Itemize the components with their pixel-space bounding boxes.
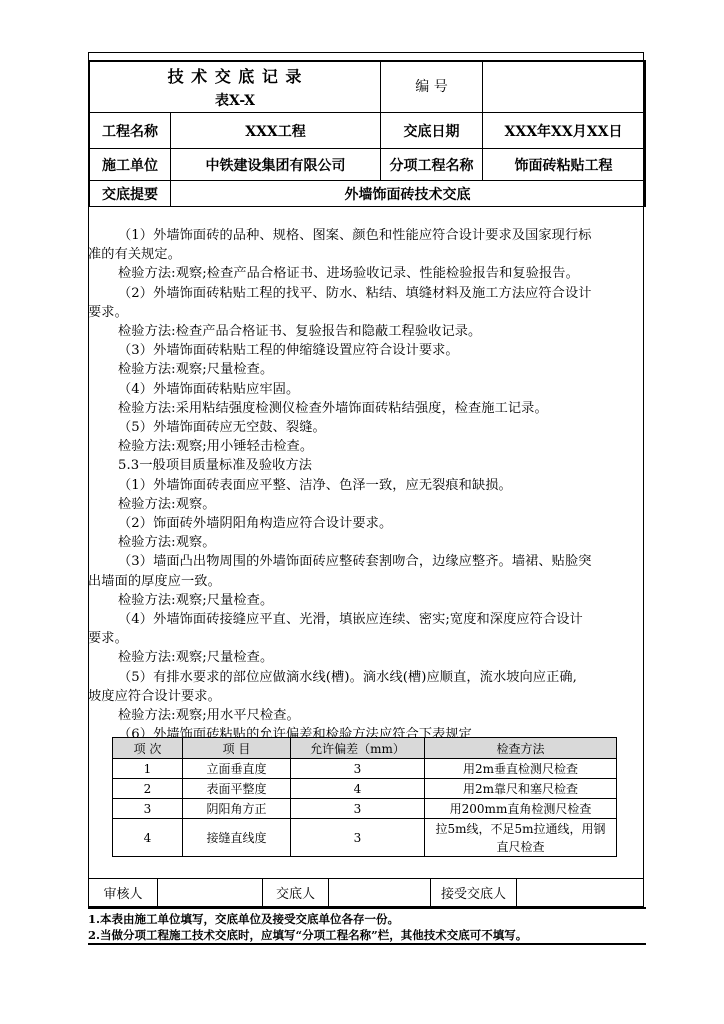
- body-line: （2）外墙饰面砖粘贴工程的找平、防水、粘结、填缝材料及施工方法应符合设计: [118, 285, 592, 301]
- sub-value: 饰面砖粘贴工程: [514, 157, 613, 174]
- table-cell: 4: [113, 819, 183, 857]
- body-line: （4）外墙饰面砖粘贴应牢固。: [118, 381, 300, 397]
- table-header-row: [113, 738, 617, 759]
- body-line: 准的有关规定。: [88, 247, 182, 263]
- discloser-label: 交底人: [275, 887, 315, 902]
- project-value: XXX工程: [245, 123, 306, 140]
- table-cell: 3: [291, 819, 425, 857]
- receiver-label: 接受交底人: [440, 887, 506, 902]
- body-line: 检验方法:观察;用小锤轻击检查。: [118, 439, 314, 455]
- body-line: 检验方法:观察。: [118, 496, 216, 512]
- body-line: 坡度应符合设计要求。: [88, 688, 221, 704]
- outer-frame-top: [88, 52, 644, 53]
- discloser-signature-field[interactable]: [329, 879, 430, 906]
- receiver-signature-field[interactable]: [517, 879, 643, 906]
- table-row: [113, 759, 617, 779]
- unit-label: 施工单位: [102, 157, 158, 174]
- body-line: 检验方法:采用粘结强度检测仪检查外墙饰面砖粘结强度，检查施工记录。: [118, 400, 548, 416]
- body-line: （1）外墙饰面砖表面应平整、洁净、色泽一致，应无裂痕和缺损。: [118, 477, 512, 493]
- note-1: 1.本表由施工单位填写，交底单位及接受交底单位各存一份。: [88, 912, 400, 926]
- table-header-cell: 项 目: [183, 738, 291, 759]
- table-cell: 1: [113, 759, 183, 779]
- body-line: 检验方法:观察;尺量检查。: [118, 362, 274, 378]
- body-line: 检验方法:观察;尺量检查。: [118, 592, 274, 608]
- note-2: 2.当做分项工程施工技术交底时，应填写“分项工程名称”栏，其他技术交底可不填写。: [88, 928, 528, 942]
- body-line: （4）外墙饰面砖接缝应平直、光滑，填嵌应连续、密实;宽度和深度应符合设计: [118, 612, 583, 628]
- disclosure-body: [88, 226, 644, 744]
- number-value[interactable]: [483, 60, 644, 112]
- reviewer-signature-field[interactable]: [158, 879, 262, 906]
- info-row3-line: [88, 206, 646, 207]
- date-value: XXX年XX月XX日: [504, 123, 623, 140]
- form-subtitle: 表X-X: [214, 93, 256, 109]
- body-line: （1）外墙饰面砖的品种、规格、图案、颜色和性能应符合设计要求及国家现行标: [118, 228, 592, 243]
- summary-value: 外墙饰面砖技术交底: [344, 186, 471, 203]
- body-line: （2）饰面砖外墙阴阳角构造应符合设计要求。: [118, 516, 393, 532]
- body-line: 检验方法:观察;检查产品合格证书、进场验收记录、性能检验报告和复验报告。: [118, 266, 579, 282]
- table-cell: 用2m靠尺和塞尺检查: [425, 779, 617, 799]
- table-cell: 3: [291, 799, 425, 819]
- body-line: （5）有排水要求的部位应做滴水线(槽)。滴水线(槽)应顺直，流水坡向应正确,: [118, 669, 577, 685]
- table-cell: 3: [113, 799, 183, 819]
- body-line: （3）外墙饰面砖粘贴工程的伸缩缝设置应符合设计要求。: [118, 343, 459, 359]
- body-line: 要求。: [88, 631, 128, 647]
- body-line: 检验方法:观察;尺量检查。: [118, 650, 274, 666]
- number-label: 编 号: [415, 79, 448, 95]
- body-line: 检验方法:观察;用水平尺检查。: [118, 708, 300, 724]
- table-cell: 拉5m线，不足5m拉通线，用钢直尺检查: [425, 819, 617, 857]
- table-cell: 2: [113, 779, 183, 799]
- table-cell: 立面垂直度: [183, 759, 291, 779]
- body-line: 检验方法:检查产品合格证书、复验报告和隐蔽工程验收记录。: [118, 324, 482, 340]
- form-title: 技 术 交 底 记 录: [167, 66, 303, 86]
- notes-bottom-border: [88, 943, 646, 945]
- body-line: 出墙面的厚度应一致。: [88, 573, 221, 589]
- project-label: 工程名称: [102, 123, 158, 140]
- body-line: （5）外墙饰面砖应无空鼓、裂缝。: [118, 420, 326, 436]
- table-header-cell: 检查方法: [425, 738, 617, 759]
- table-cell: 用200mm直角检测尺检查: [425, 799, 617, 819]
- body-line: （6）外墙饰面砖粘贴的允许偏差和检验方法应符合下表规定: [118, 727, 472, 743]
- table-header-cell: 项 次: [113, 738, 183, 759]
- body-line: （3）墙面凸出物周围的外墙饰面砖应整砖套割吻合，边缘应整齐。墙裙、贴脸突: [118, 554, 592, 570]
- table-row: [113, 819, 617, 857]
- table-cell: 3: [291, 759, 425, 779]
- table-cell: 接缝直线度: [183, 819, 291, 857]
- table-cell: 4: [291, 779, 425, 799]
- unit-value: 中铁建设集团有限公司: [205, 157, 346, 174]
- body-line: 要求。: [88, 304, 128, 320]
- reviewer-label: 审核人: [103, 887, 143, 902]
- sub-label: 分项工程名称: [389, 157, 474, 174]
- table-cell: 用2m垂直检测尺检查: [425, 759, 617, 779]
- header-right-border: [644, 60, 646, 206]
- table-cell: 阴阳角方正: [183, 799, 291, 819]
- table-row: [113, 799, 617, 819]
- date-label: 交底日期: [403, 123, 460, 140]
- summary-label: 交底提要: [102, 186, 158, 203]
- table-row: [113, 779, 617, 799]
- body-line: 5.3一般项目质量标准及验收方法: [118, 458, 313, 474]
- deviation-table: [112, 737, 617, 857]
- notes-top-border: [88, 907, 646, 909]
- table-cell: 表面平整度: [183, 779, 291, 799]
- table-header-cell: 允许偏差（mm）: [291, 738, 425, 759]
- body-line: 检验方法:观察。: [118, 535, 216, 551]
